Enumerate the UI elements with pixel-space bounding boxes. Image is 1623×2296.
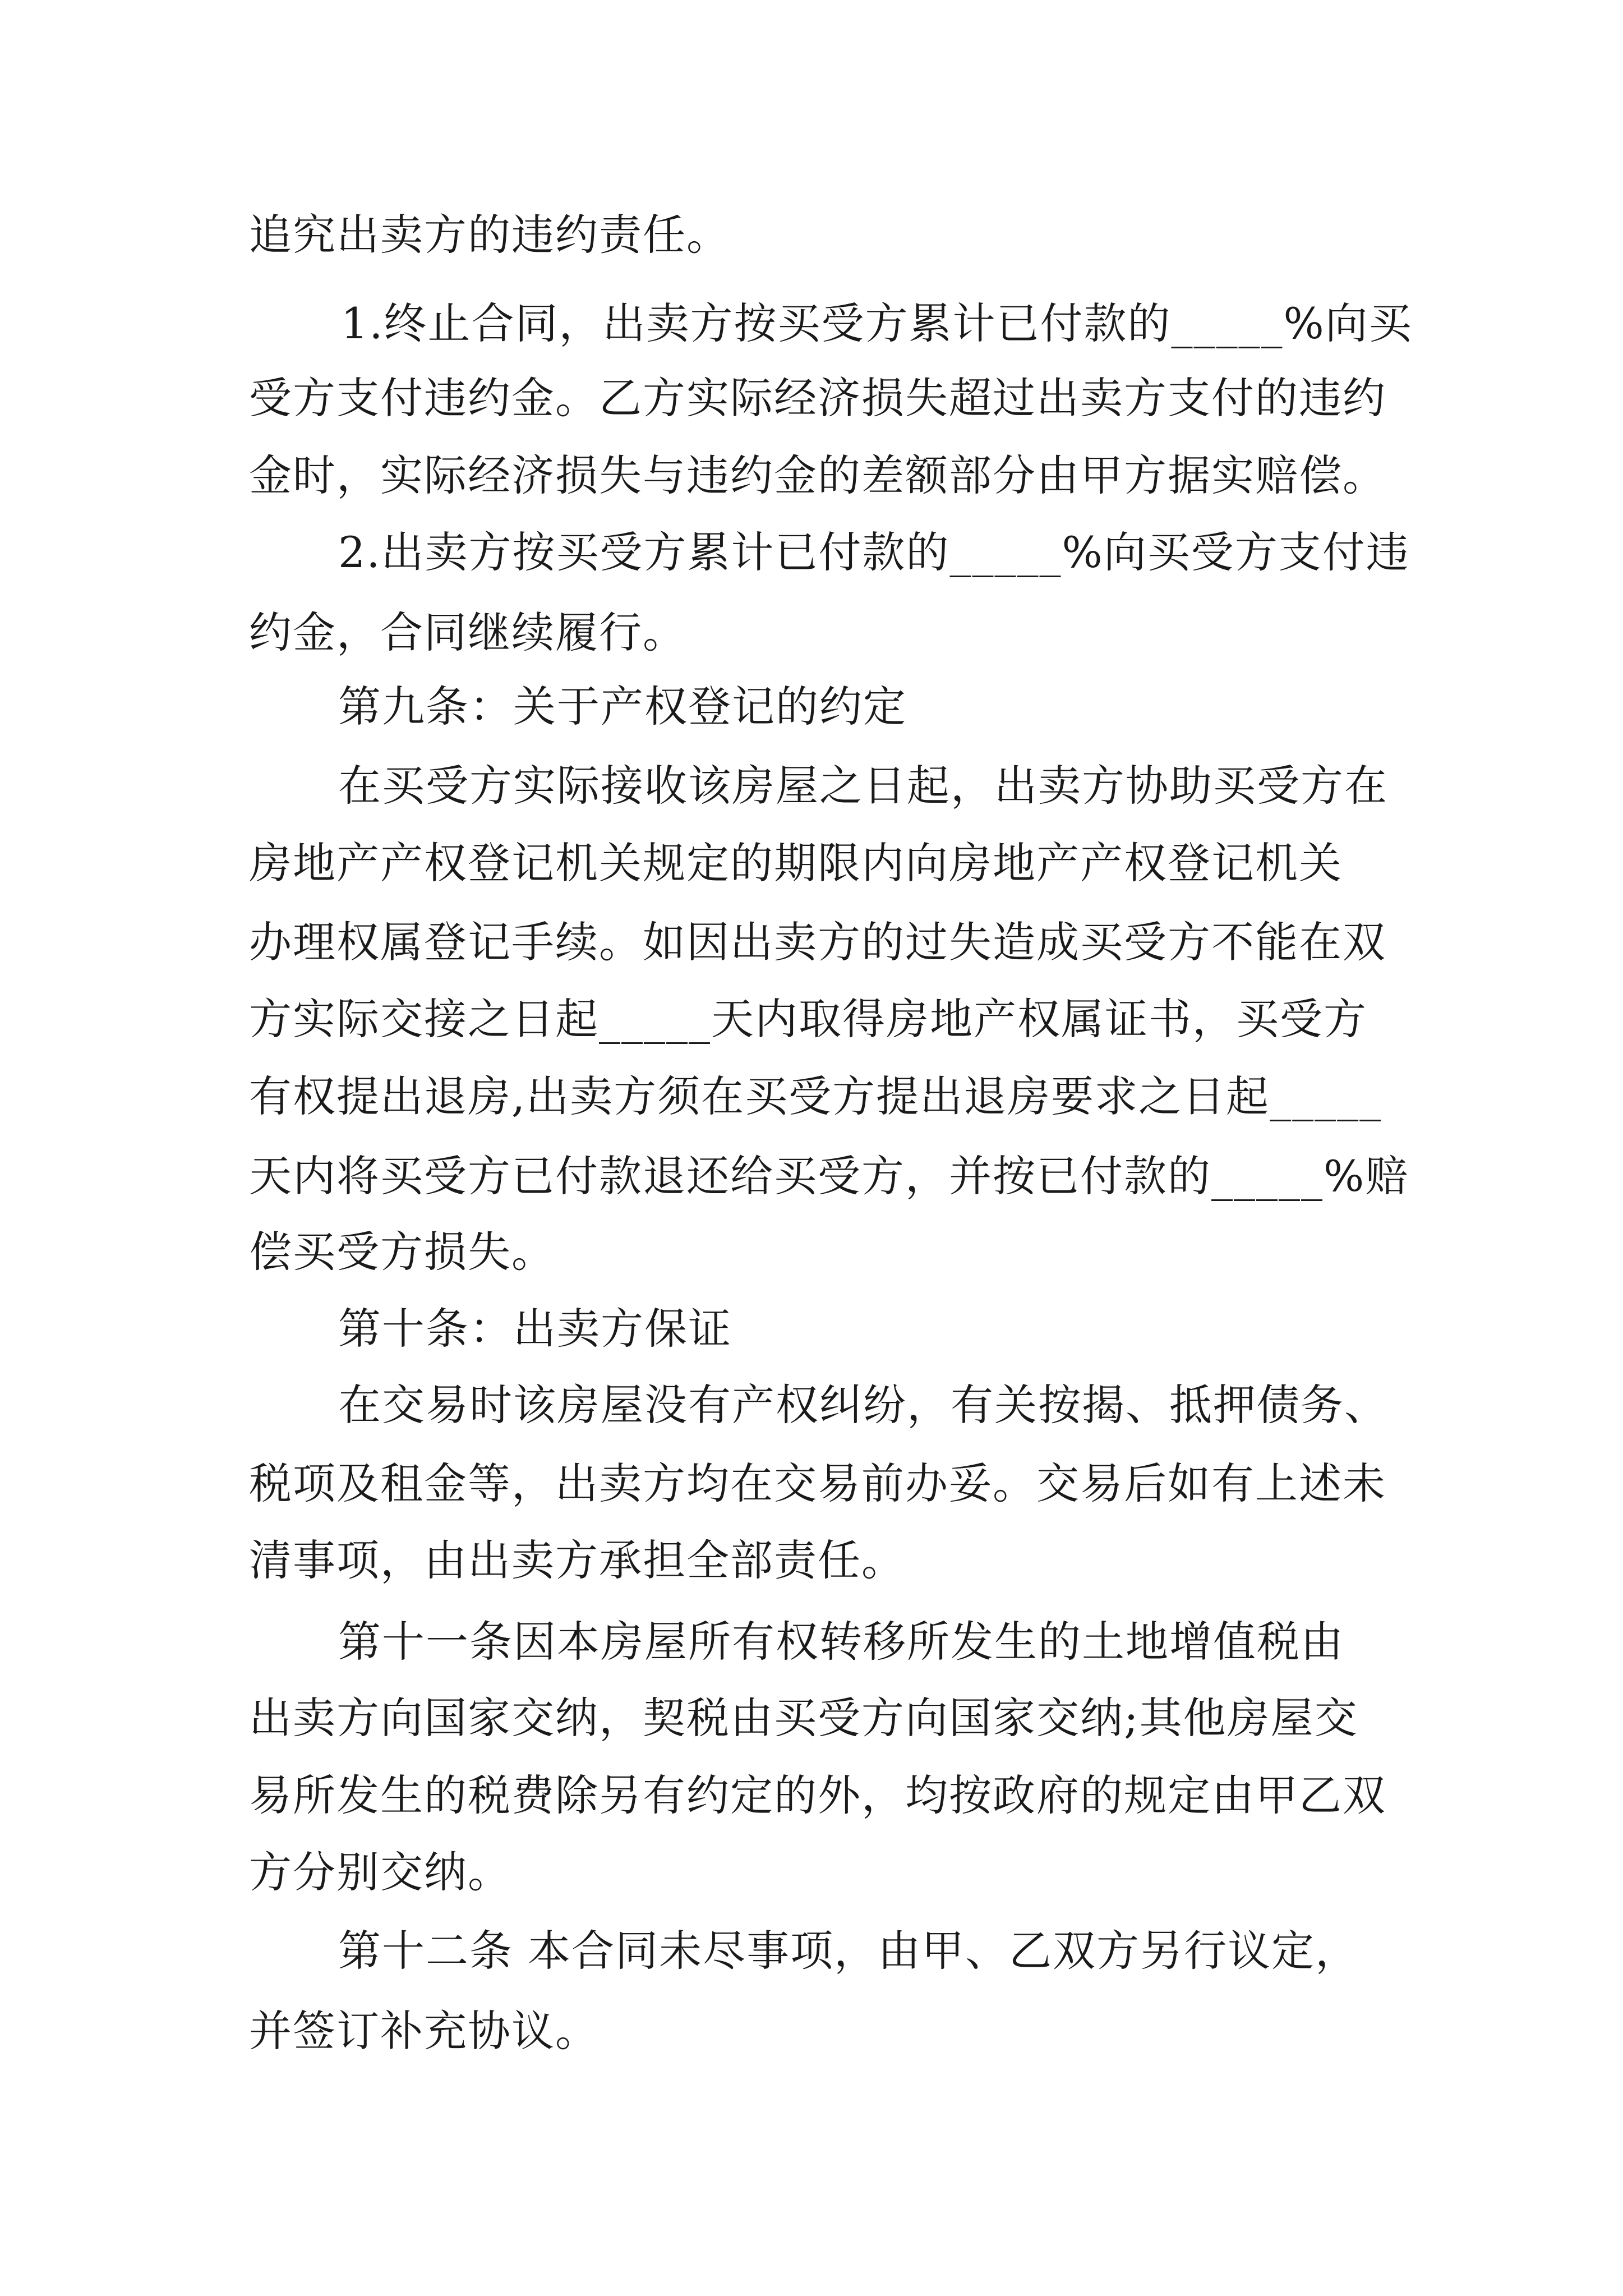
- text-line: 天内将买受方已付款退还给买受方，并按已付款的_____%赔: [249, 1151, 1409, 1201]
- text-line: 方实际交接之日起_____天内取得房地产权属证书，买受方: [249, 994, 1367, 1044]
- text-line: 有权提出退房,出卖方须在买受方提出退房要求之日起_____: [249, 1071, 1382, 1121]
- text-line: 偿买受方损失。: [249, 1227, 555, 1277]
- text-line: 追究出卖方的违约责任。: [249, 210, 730, 260]
- text-line: 第十一条因本房屋所有权转移所发生的土地增值税由: [338, 1617, 1344, 1667]
- text-line: 约金，合同继续履行。: [249, 608, 686, 657]
- text-line: 第十二条 本合同未尽事项，由甲、乙双方另行议定，: [338, 1926, 1359, 1976]
- section-heading: 第十条：出卖方保证: [338, 1304, 732, 1354]
- section-heading: 第九条：关于产权登记的约定: [338, 682, 907, 731]
- text-line: 出卖方向国家交纳，契税由买受方向国家交纳;其他房屋交: [249, 1693, 1358, 1743]
- text-line: 在买受方实际接收该房屋之日起，出卖方协助买受方在: [338, 761, 1388, 811]
- text-line: 房地产产权登记机关规定的期限内向房地产产权登记机关: [249, 838, 1343, 888]
- text-line: 金时，实际经济损失与违约金的差额部分由甲方据实赔偿。: [249, 450, 1386, 500]
- text-line: 清事项，由出卖方承担全部责任。: [249, 1535, 905, 1585]
- text-line: 易所发生的税费除另有约定的外，均按政府的规定由甲乙双: [249, 1770, 1386, 1820]
- text-line: 在交易时该房屋没有产权纠纷，有关按揭、抵押债务、: [338, 1380, 1388, 1430]
- text-line: 2.出卖方按买受方累计已付款的_____%向买受方支付违: [338, 527, 1410, 577]
- text-line: 税项及租金等，出卖方均在交易前办妥。交易后如有上述未: [249, 1458, 1386, 1508]
- text-line: 1.终止合同，出卖方按买受方累计已付款的_____%向买: [341, 298, 1413, 348]
- text-line: 并签订补充协议。: [249, 2006, 599, 2056]
- text-line: 办理权属登记手续。如因出卖方的过失造成买受方不能在双: [249, 917, 1386, 967]
- text-line: 方分别交纳。: [249, 1847, 511, 1897]
- text-line: 受方支付违约金。乙方实际经济损失超过出卖方支付的违约: [249, 373, 1386, 423]
